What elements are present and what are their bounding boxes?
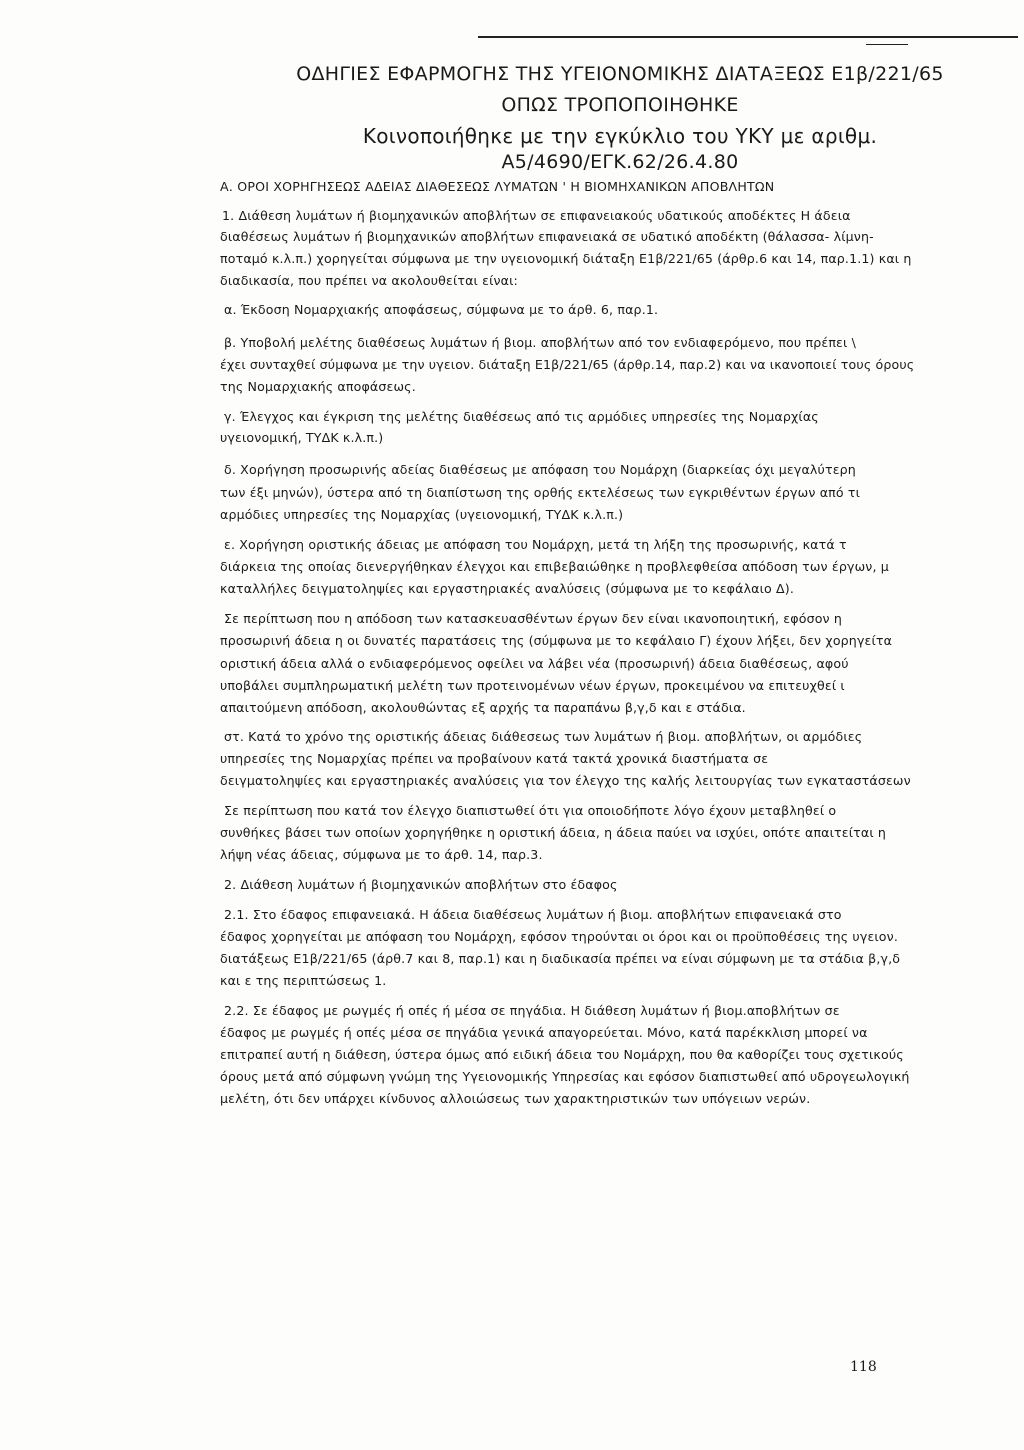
page-number: 118 (850, 1359, 877, 1375)
text-line: 1. Διάθεση λυμάτων ή βιομηχανικών αποβλήτων σε επιφανειακούς υδατικούς αποδέκτες Η άδεια (222, 208, 851, 223)
text-line: έδαφος χορηγείται με απόφαση του Νομάρχη, εφόσον τηρούνται οι όροι και οι προϋποθέσεις της υγειον. (220, 929, 899, 944)
text-line: επιτραπεί αυτή η διάθεση, ύστερα όμως από ειδική άδεια του Νομάρχη, που θα καθορίζει τους σχετικούς (220, 1047, 904, 1062)
text-line: έχει συνταχθεί σύμφωνα με την υγειον. διάταξη Ε1β/221/65 (άρθρ.14, παρ.2) και να ικανοποιεί τους όρους (220, 357, 915, 372)
title-line-2: ΟΠΩΣ ΤΡΟΠΟΠΟΙΗΘΗΚΕ (501, 94, 739, 116)
text-line: υπηρεσίες της Νομαρχίας πρέπει να προβαίνουν κατά τακτά χρονικά διαστήματα σε (220, 751, 769, 766)
text-line: συνθήκες βάσει των οποίων χορηγήθηκε η οριστική άδεια, η άδεια παύει να ισχύει, οπότε απαιτείται η (220, 825, 887, 840)
text-line: δ. Χορήγηση προσωρινής αδείας διαθέσεως με απόφαση του Νομάρχη (διαρκείας όχι μεγαλύτερη (224, 462, 856, 477)
section-a-heading: Α. ΟΡΟΙ ΧΟΡΗΓΗΣΕΩΣ ΑΔΕΙΑΣ ΔΙΑΘΕΣΕΩΣ ΛΥΜΑΤΩΝ ' Η ΒΙΟΜΗΧΑΝΙΚΩΝ ΑΠΟΒΛΗΤΩΝ (220, 179, 775, 194)
text-line: όρους μετά από σύμφωνη γνώμη της Υγειονομικής Υπηρεσίας και εφόσον διαπιστωθεί από υδρογεωλογική (220, 1069, 910, 1084)
text-line: και ε της περιπτώσεως 1. (220, 973, 387, 988)
text-line: απαιτούμενη απόδοση, ακολουθώντας εξ αρχής τα παραπάνω β,γ,δ και ε στάδια. (220, 700, 746, 715)
text-line: Σε περίπτωση που η απόδοση των κατασκευασθέντων έργων δεν είναι ικανοποιητική, εφόσον η (224, 611, 843, 626)
text-line: β. Υποβολή μελέτης διαθέσεως λυμάτων ή βιομ. αποβλήτων από τον ενδιαφερόμενο, που πρέπει \ (224, 335, 856, 350)
text-line: υγειονομική, ΤΥΔΚ κ.λ.π.) (220, 430, 384, 445)
text-line: υποβάλει συμπληρωματική μελέτη των προτεινομένων νέων έργων, προκειμένου να επιτευχθεί ι (220, 678, 845, 693)
text-line: της Νομαρχιακής αποφάσεως. (220, 379, 416, 394)
text-line: αρμόδιες υπηρεσίες της Νομαρχίας (υγειονομική, ΤΥΔΚ κ.λ.π.) (220, 507, 624, 522)
text-line: ποταμό κ.λ.π.) χορηγείται σύμφωνα με την υγειονομική διάταξη Ε1β/221/65 (άρθρ.6 και 14, παρ.1.1) και η (220, 251, 912, 266)
text-line: διαδικασία, που πρέπει να ακολουθείται είναι: (220, 273, 518, 288)
text-line: δειγματοληψίες και εργαστηριακές αναλύσεις για τον έλεγχο της καλής λειτουργίας των εγκαταστάσεων (220, 773, 911, 788)
text-line: των έξι μηνών), ύστερα από τη διαπίστωση της ορθής εκτελέσεως των εγκριθέντων έργων από τι (220, 485, 861, 500)
text-line: προσωρινή άδεια η οι δυνατές παρατάσεις της (σύμφωνα με το κεφάλαιο Γ) έχουν λήξει, δεν χορηγείτα (220, 633, 893, 648)
text-line: 2.1. Στο έδαφος επιφανειακά. Η άδεια διαθέσεως λυμάτων ή βιομ. αποβλήτων επιφανειακά στο (224, 907, 842, 922)
text-line: 2. Διάθεση λυμάτων ή βιομηχανικών αποβλήτων στο έδαφος (224, 877, 618, 892)
text-line: καταλλήλες δειγματοληψίες και εργαστηριακές αναλύσεις (σύμφωνα με το κεφάλαιο Δ). (220, 581, 795, 596)
text-line: έδαφος με ρωγμές ή οπές μέσα σε πηγάδια γενικά απαγορεύεται. Μόνο, κατά παρέκκλιση μπορεί να (220, 1025, 868, 1040)
text-line: διαθέσεως λυμάτων ή βιομηχανικών αποβλήτων επιφανειακά σε υδατικό αποδέκτη (θάλασσα- λίμνη- (220, 229, 874, 244)
title-line-1: ΟΔΗΓΙΕΣ ΕΦΑΡΜΟΓΗΣ ΤΗΣ ΥΓΕΙΟΝΟΜΙΚΗΣ ΔΙΑΤΑΞΕΩΣ Ε1β/221/65 (296, 63, 944, 85)
text-line: ε. Χορήγηση οριστικής άδειας με απόφαση του Νομάρχη, μετά τη λήξη της προσωρινής, κατά τ (224, 537, 847, 552)
text-line: γ. Έλεγχος και έγκριση της μελέτης διαθέσεως από τις αρμόδιες υπηρεσίες της Νομαρχίας (224, 409, 819, 424)
subtitle-line-1: Κοινοποιήθηκε με την εγκύκλιο του ΥΚΥ με αριθμ. (362, 124, 878, 148)
top-rule-small (866, 44, 908, 45)
subtitle-line-2: Α5/4690/ΕΓΚ.62/26.4.80 (501, 151, 739, 173)
text-line: μελέτη, ότι δεν υπάρχει κίνδυνος αλλοιώσεως των χαρακτηριστικών των υπόγειων νερών. (220, 1091, 811, 1106)
text-line: 2.2. Σε έδαφος με ρωγμές ή οπές ή μέσα σε πηγάδια. Η διάθεση λυμάτων ή βιομ.αποβλήτων σε (224, 1003, 840, 1018)
text-line: Σε περίπτωση που κατά τον έλεγχο διαπιστωθεί ότι για οποιοδήποτε λόγο έχουν μεταβληθεί ο (224, 803, 837, 818)
top-rule (478, 36, 1018, 38)
text-line: διάρκεια της οποίας διενεργήθηκαν έλεγχοι και επιβεβαιώθηκε η προβλεφθείσα απόδοση των έργων, μ (220, 559, 889, 574)
text-line: α. Έκδοση Νομαρχιακής αποφάσεως, σύμφωνα με το άρθ. 6, παρ.1. (224, 302, 659, 317)
text-line: λήψη νέας άδειας, σύμφωνα με το άρθ. 14, παρ.3. (220, 847, 543, 862)
text-line: στ. Κατά το χρόνο της οριστικής άδειας διάθεσεως των λυμάτων ή βιομ. αποβλήτων, οι αρμόδιες (224, 729, 863, 744)
text-line: οριστική άδεια αλλά ο ενδιαφερόμενος οφείλει να λάβει νέα (προσωρινή) άδεια διαθέσεως, αφού (220, 656, 849, 671)
text-line: διατάξεως Ε1β/221/65 (άρθ.7 και 8, παρ.1) και η διαδικασία πρέπει να είναι σύμφωνη με τα στάδια β,γ,δ (220, 951, 901, 966)
